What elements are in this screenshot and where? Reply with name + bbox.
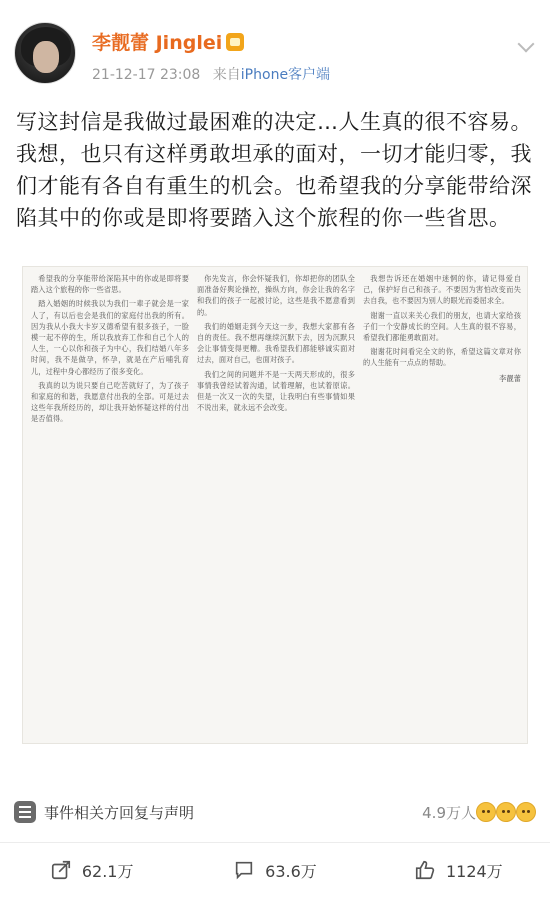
like-count: 1124万 — [445, 861, 503, 881]
letter-paragraph: 你先发言，你会怀疑我们，你却把你的团队全面准备好舆论操控，操纵方向，你会让我的名字和我们的孩子一起被讨论，这些是我不愿意看到的。 — [197, 274, 355, 317]
letter-paragraph: 我想告诉还在婚姻中迷惘的你，请记得爱自己，保护好自己和孩子。不要因为害怕改变而失去自我，也不要因为别人的眼光而委屈求全。 — [363, 274, 521, 306]
letter-column-3 — [363, 273, 521, 739]
letter-columns — [31, 273, 521, 739]
post-source[interactable]: iPhone客户端 — [240, 67, 331, 83]
reaction-summary[interactable] — [422, 796, 536, 828]
post-meta — [92, 64, 330, 84]
letter-paragraph: 谢谢花时间看完全文的你，希望这篇文章对你的人生能有一点点的帮助。 — [363, 347, 521, 368]
author-name[interactable] — [92, 28, 244, 55]
letter-paragraph: 谢谢一直以来关心我们的朋友，也请大家给孩子们一个安静成长的空间。人生真的很不容易，希望我们都能勇敢面对。 — [363, 310, 521, 343]
letter-paragraph: 我们之间的问题并不是一天两天形成的，很多事情我曾经试着沟通，试着理解，也试着原谅。但是一次又一次的失望，让我明白有些事情如果不说出来，就永远不会改变。 — [197, 369, 355, 413]
post-header — [0, 0, 550, 95]
post-source-prefix: 来自 — [212, 67, 241, 83]
like-button[interactable] — [367, 846, 550, 894]
comment-button[interactable] — [183, 846, 366, 894]
post-timestamp: 21-12-17 23:08 — [92, 67, 201, 83]
share-count: 62.1万 — [81, 861, 134, 881]
share-button[interactable] — [0, 846, 183, 894]
letter-signature: 李靓蕾 — [499, 373, 521, 383]
letter-paragraph: 踏入婚姻的时候我以为我们一辈子就会是一家人了，有以后也会是我们的家庭付出我的所有。因为我从小我大卡岁又德希望有很多孩子，一脸模一起不停的生，所以我放弃工作和自己个人的人生，一心以你和孩子为中心，我们结婚八年多时间，我不是做孕，怀孕，就是在产后哺乳育儿，过程中身心都经历了很多变化。 — [31, 299, 189, 376]
letter-paragraph: 我真的以为说只要自己吃苦就好了，为了孩子和家庭的和谐，我愿意付出我的全部。可是过去这些年我所经历的，却让我开始怀疑这样的付出是否值得。 — [31, 380, 189, 424]
letter-paragraph: 我们的婚姻走到今天这一步，我想大家都有各自的责任。我不想再继续沉默下去，因为沉默只会让事情变得更糟。我希望我们都能够诚实面对过去，面对自己，也面对孩子。 — [197, 321, 355, 365]
vip-badge-icon — [226, 33, 244, 51]
avatar-face — [33, 41, 59, 73]
event-bar — [14, 796, 536, 828]
thumbs-up-icon — [414, 859, 436, 881]
letter-image[interactable] — [22, 266, 528, 744]
letter-column-2 — [197, 273, 355, 739]
share-icon — [50, 859, 72, 881]
chevron-down-icon[interactable] — [518, 36, 535, 53]
author-name-text[interactable]: 李靓蕾 Jinglei — [92, 32, 223, 54]
avatar[interactable] — [14, 22, 76, 84]
comment-icon — [233, 859, 255, 881]
event-link[interactable] — [14, 796, 194, 828]
document-icon — [14, 801, 36, 823]
comment-count: 63.6万 — [265, 861, 317, 881]
event-label: 事件相关方回复与声明 — [44, 803, 195, 822]
letter-column-1 — [31, 273, 189, 739]
laugh-emoji-icon — [476, 802, 496, 822]
reaction-count: 4.9万人 — [422, 803, 476, 822]
letter-paragraph: 希望我的分享能带给深陷其中的你或是即将要踏入这个旅程的你一些省思。 — [31, 274, 189, 295]
shocked-emoji-icon — [516, 802, 536, 822]
surprised-emoji-icon — [496, 802, 516, 822]
action-bar — [0, 846, 550, 894]
post-text: 写这封信是我做过最困难的决定…人生真的很不容易。我想，也只有这样勇敢坦承的面对，一切才能归零，我们才能有各自有重生的机会。也希望我的分享能带给深陷其中的你或是即将要踏入这个旅程的你一些省思。 — [16, 110, 532, 230]
divider — [0, 842, 550, 843]
